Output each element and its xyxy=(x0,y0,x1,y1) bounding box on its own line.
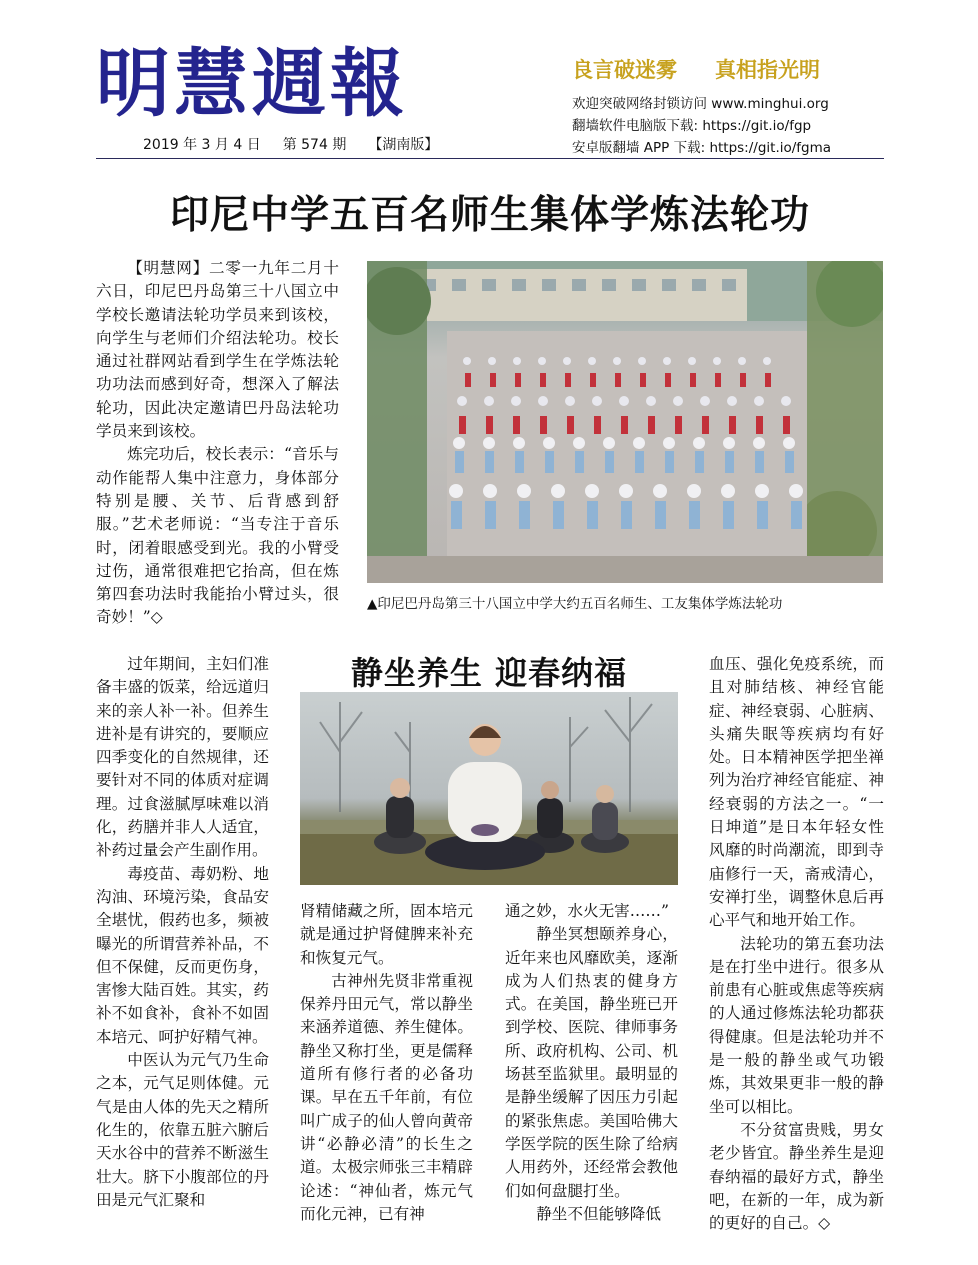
slogan-left: 良言破迷雾 xyxy=(572,58,677,82)
article1-body xyxy=(96,257,339,630)
article2-paragraph: 中医认为元气乃生命之本，元气足则体健。元气是由人体的先天之精所化生的，依靠五脏六腑后天水谷中的营养不断滋生壮大。脐下小腹部位的丹田是元气汇聚和 xyxy=(96,1051,269,1209)
article2-paragraph: 过年期间，主妇们准备丰盛的饭菜，给远道归来的亲人补一补。但养生进补是有讲究的，要顺应四季变化的自然规律，还要针对不同的体质对症调理。过食滋腻厚味难以消化，药膳并非人人适宜，补药过量会产生副作用。 xyxy=(96,655,269,860)
issue-edition: 【湖南版】 xyxy=(368,137,439,153)
slogan-right: 真相指光明 xyxy=(715,58,820,82)
issue-number: 第 574 期 xyxy=(282,137,347,153)
article2-paragraph: 毒疫苗、毒奶粉、地沟油、环境污染，食品安全堪忧，假药也多，频被曝光的所谓营养补品，不但不保健，反而更伤身，害惨大陆百姓。其实，药补不如食补，食补不如固本培元、呵护好精气神。 xyxy=(96,864,269,1046)
article2-paragraph: 古神州先贤非常重视保养丹田元气，常以静坐来涵养道德、养生健体。静坐又称打坐，更是儒释道所有修行者的必备功课。早在五千年前，有位叫广成子的仙人曾向黄帝讲“必静必清”的长生之道。太极宗师张三丰精辟论述：“神仙者，炼元气而化元神，已有神 xyxy=(300,971,473,1223)
masthead-rule xyxy=(96,158,884,159)
article2-paragraph-continued: 血压、强化免疫系统，而且对肺结核、神经官能症、神经衰弱、心脏病、头痛失眠等疾病均有好处。日本精神医学把坐禅列为治疗神经官能症、神经衰弱的方法之一。“一日坤道”是日本年轻女性风靡的时尚潮流，即到寺庙修行一天，斋戒清心，安禅打坐，调整休息后再心平气和地开始工作。 xyxy=(709,655,884,930)
article1-headline: 印尼中学五百名师生集体学炼法轮功 xyxy=(169,193,810,238)
info-website: 欢迎突破网络封锁访问 www.minghui.org xyxy=(572,96,829,112)
article2-paragraph-continued: 肾精储藏之所，固本培元就是通过护肾健脾来补充和恢复元气。 xyxy=(300,902,473,967)
article2-column-3 xyxy=(505,900,678,1226)
article2-paragraph: 法轮功的第五套功法是在打坐中进行。很多从前患有心脏或焦虑等疾病的人通过修炼法轮功都获得健康。但是法轮功并不是一般的静坐或气功锻炼，其效果更非一般的静坐可以相比。 xyxy=(709,934,884,1116)
info-desktop-download: 翻墙软件电脑版下载: https://git.io/fgp xyxy=(572,118,812,134)
article2-column-4 xyxy=(709,653,884,1235)
exercise-photo xyxy=(367,261,883,583)
issue-dateline xyxy=(143,134,460,154)
article2-paragraph: 不分贫富贵贱，男女老少皆宜。静坐养生是迎春纳福的最好方式，静坐吧，在新的一年，成为新的更好的自己。◇ xyxy=(709,1120,884,1233)
article2-column-2 xyxy=(300,900,473,1226)
article2-paragraph: 静坐不但能够降低 xyxy=(536,1204,661,1223)
issue-date: 2019 年 3 月 4 日 xyxy=(143,137,261,153)
masthead-title: 明慧週報 xyxy=(96,41,408,127)
article1-paragraph: 【明慧网】二零一九年二月十六日，印尼巴丹岛第三十八国立中学校长邀请法轮功学员来到该校，向学生与老师们介绍法轮功。校长通过社群网站看到学生在学炼法轮功功法而感到好奇，想深入了解法轮功，因此决定邀请巴丹岛法轮功学员来到该校。 xyxy=(96,259,339,441)
slogan xyxy=(572,54,858,84)
article2-paragraph-continued: 通之妙，水火无害……” xyxy=(505,902,669,920)
article2-column-1 xyxy=(96,653,269,1212)
article2-headline: 静坐养生 迎春纳福 xyxy=(350,654,628,692)
article2-paragraph: 静坐冥想颐养身心，近年来也风靡欧美，逐渐成为人们热衷的健身方式。在美国，静坐班已开到学校、医院、律师事务所、政府机构、公司、机场甚至监狱里。最明显的是静坐缓解了因压力引起的紧张焦虑。美国哈佛大学医学院的医生除了给病人用药外，还经常会教他们如何盘腿打坐。 xyxy=(505,925,678,1200)
info-android-download: 安卓版翻墙 APP 下载: https://git.io/fgma xyxy=(572,140,832,156)
meditation-photo-illustration xyxy=(300,692,678,885)
exercise-photo-illustration xyxy=(367,261,883,583)
exercise-photo-caption: ▲印尼巴丹岛第三十八国立中学大约五百名师生、工友集体学炼法轮功 xyxy=(367,596,783,612)
article1-paragraph: 炼完功后，校长表示：“音乐与动作能帮人集中注意力，身体部分特别是腰、关节、后背感到舒服。”艺术老师说：“当专注于音乐时，闭着眼感受到光。我的小臂受过伤，通常很难把它抬高，但在炼第四套功法时我能抬小臂过头，很奇妙！”◇ xyxy=(96,445,339,627)
meditation-photo xyxy=(300,692,678,885)
